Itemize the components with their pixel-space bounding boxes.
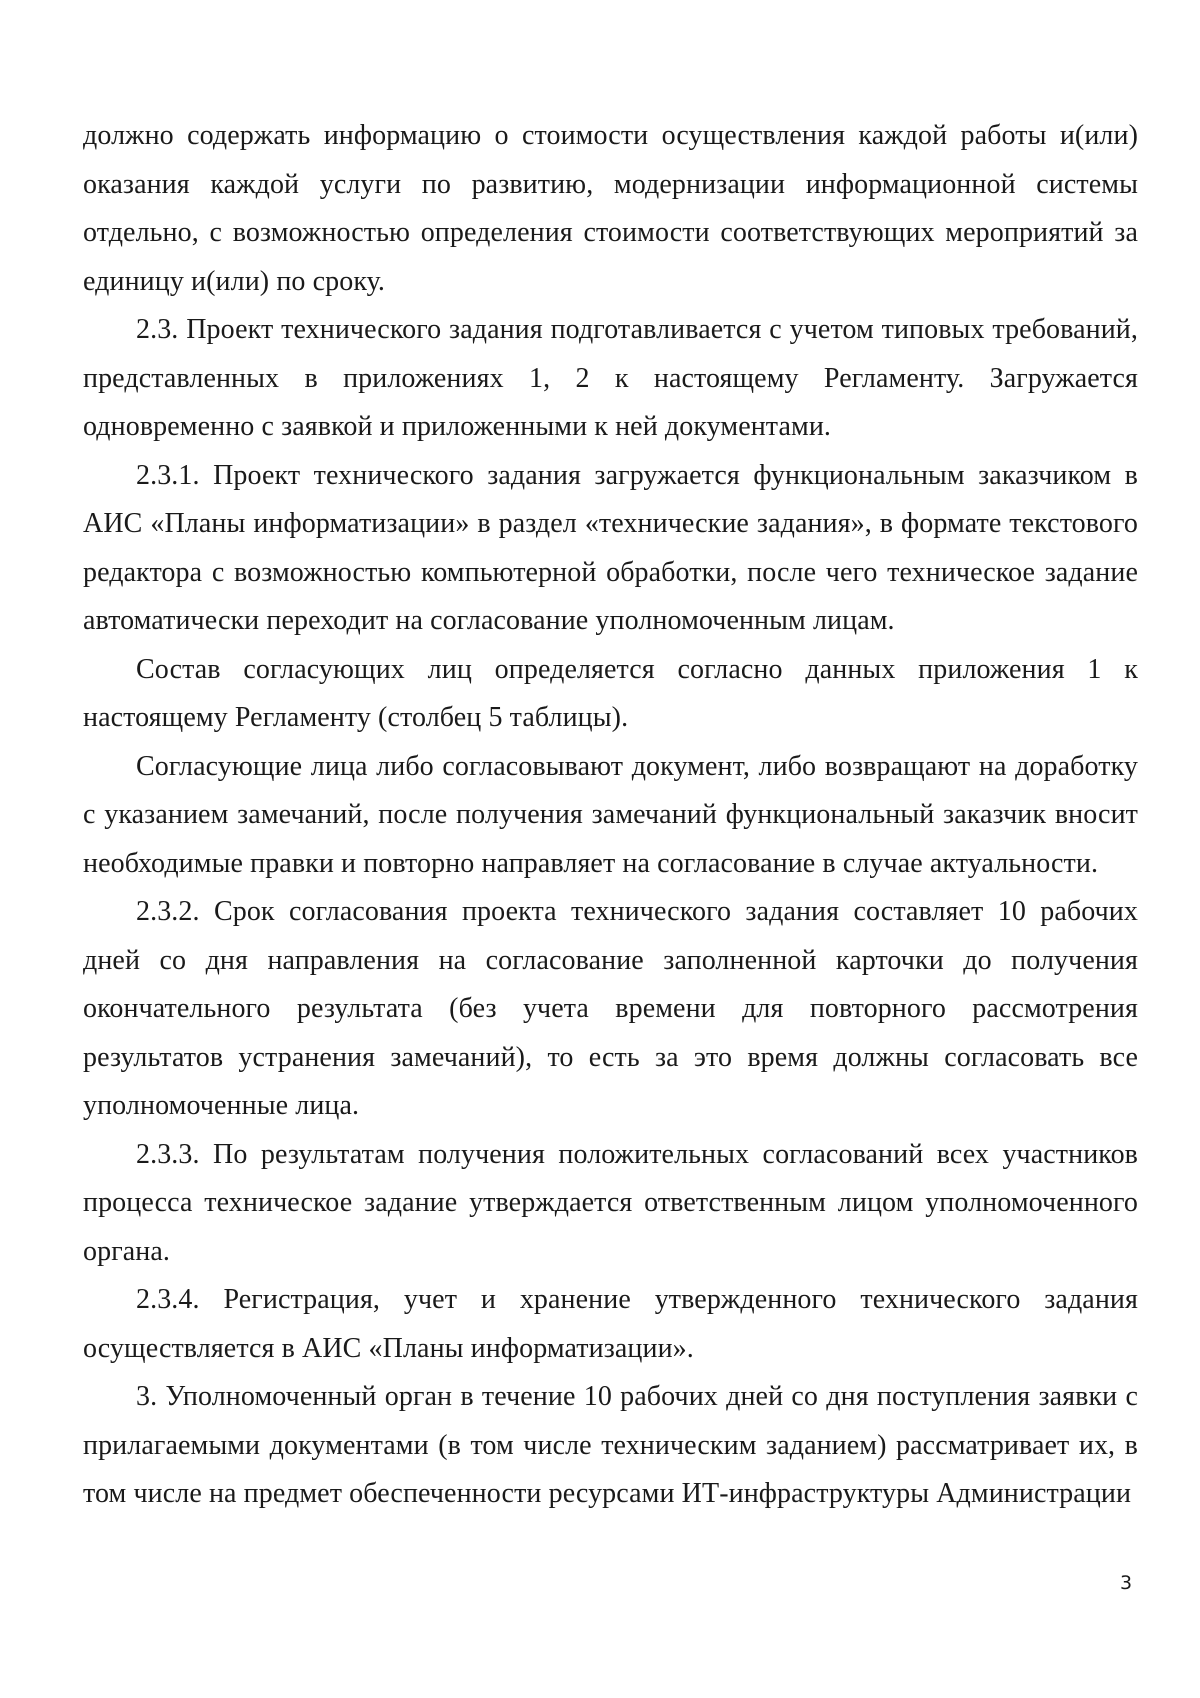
paragraph-2-3: 2.3. Проект технического задания подготавливается с учетом типовых требований, представленных в приложениях 1, 2 к настоящему Регламенту. Загружается одновременно с заявкой и приложенными к ней документами. [83, 314, 1138, 442]
paragraph-2-3-3: 2.3.3. По результатам получения положительных согласований всех участников процесса техническое задание утверждается ответственным лицом уполномоченного органа. [83, 1138, 1138, 1267]
paragraph-2-3-1: 2.3.1. Проект технического задания загружается функциональным заказчиком в АИС «Планы информатизации» в раздел «технические задания», в формате текстового редактора с возможностью компьютерной обработки, после чего техническое задание автоматически переходит на согласование уполномоченным лицам. [83, 459, 1138, 636]
paragraph-approvers-actions: Согласующие лица либо согласовывают документ, либо возвращают на доработку с указанием замечаний, после получения замечаний функциональный заказчик вносит необходимые правки и повторно направляет на согласование в случае актуальности. [83, 750, 1138, 879]
paragraph-2-3-2: 2.3.2. Срок согласования проекта технического задания составляет 10 рабочих дней со дня направления на согласование заполненной карточки до получения окончательного результата (без учета времени для повторного рассмотрения результатов устранения замечаний), то есть за это время должны согласовать все уполномоченные лица. [83, 896, 1138, 1121]
paragraph-continuation: должно содержать информацию о стоимости осуществления каждой работы и(или) оказания каждой услуги по развитию, модернизации информационной системы отдельно, с возможностью определения стоимости соответствующих мероприятий за единицу и(или) по сроку. [83, 120, 1138, 297]
page-number: 3 [1120, 1572, 1133, 1594]
paragraph-approvers-list: Состав согласующих лиц определяется согласно данных приложения 1 к настоящему Регламенту (столбец 5 таблицы). [83, 653, 1138, 733]
document-page [83, 112, 1138, 1519]
paragraph-2-3-4: 2.3.4. Регистрация, учет и хранение утвержденного технического задания осуществляется в АИС «Планы информатизации». [83, 1284, 1138, 1364]
paragraph-3: 3. Уполномоченный орган в течение 10 рабочих дней со дня поступления заявки с прилагаемыми документами (в том числе техническим заданием) рассматривает их, в том числе на предмет обеспеченности ресурсами ИТ-инфраструктуры Администрации [83, 1381, 1138, 1509]
